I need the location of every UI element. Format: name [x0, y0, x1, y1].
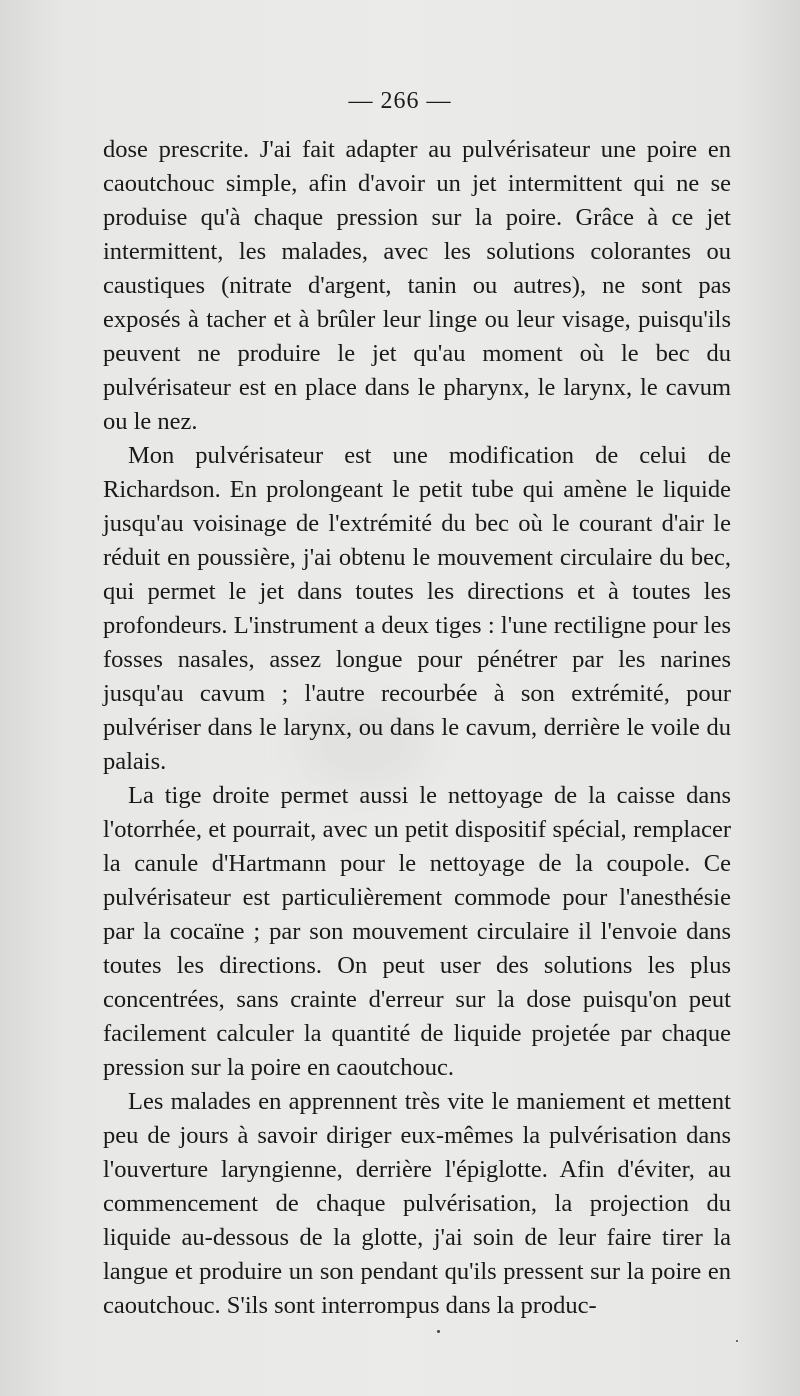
paragraph-2: Mon pulvérisateur est une modification de celui de Richardson. En prolongeant le petit tube qui amène le liquide jusqu'au voisinage de l'extrémité du bec où le courant d'air le réduit en poussière, j'ai obtenu le mouvement circulaire du bec, qui permet le jet dans toutes les directions et à toutes les profondeurs. L'instrument a deux tiges : l'une rectiligne pour les fosses nasales, assez longue pour pénétrer par les narines jusqu'au cavum ; l'autre recourbée à son extrémité, pour pulvériser dans le larynx, ou dans le cavum, derrière le voile du palais.: [103, 442, 731, 775]
page-number: — 266 —: [348, 88, 452, 114]
paragraph-4: Les malades en apprennent très vite le maniement et mettent peu de jours à savoir diriger eux-mêmes la pulvérisation dans l'ouverture laryngienne, derrière l'épiglotte. Afin d'éviter, au commencement de chaque pulvérisation, la projection du liquide au-dessous de la glotte, j'ai soin de leur faire tirer la langue et produire un son pendant qu'ils pressent sur la poire en caoutchouc. S'ils sont interrompus dans la produc-: [103, 1088, 731, 1319]
ink-speck: [736, 1340, 738, 1342]
ink-speck: [437, 1330, 440, 1333]
paragraph-1: dose prescrite. J'ai fait adapter au pulvérisateur une poire en caoutchouc simple, afin d'avoir un jet intermittent qui ne se produise qu'à chaque pression sur la poire. Grâce à ce jet intermittent, les malades, avec les solutions colorantes ou caustiques (nitrate d'argent, tanin ou autres), ne sont pas exposés à tacher et à brûler leur linge ou leur visage, puisqu'ils peuvent ne produire le jet qu'au moment où le bec du pulvérisateur est en place dans le pharynx, le larynx, le cavum ou le nez.: [103, 136, 731, 435]
paragraph-3: La tige droite permet aussi le nettoyage de la caisse dans l'otorrhée, et pourrait, avec un petit dispositif spécial, remplacer la canule d'Hartmann pour le nettoyage de la coupole. Ce pulvérisateur est particulièrement commode pour l'anesthésie par la cocaïne ; par son mouvement circulaire il l'envoie dans toutes les directions. On peut user des solutions les plus concentrées, sans crainte d'erreur sur la dose puisqu'on peut facilement calculer la quantité de liquide projetée par chaque pression sur la poire en caoutchouc.: [103, 782, 731, 1081]
body-text: [103, 133, 731, 1323]
